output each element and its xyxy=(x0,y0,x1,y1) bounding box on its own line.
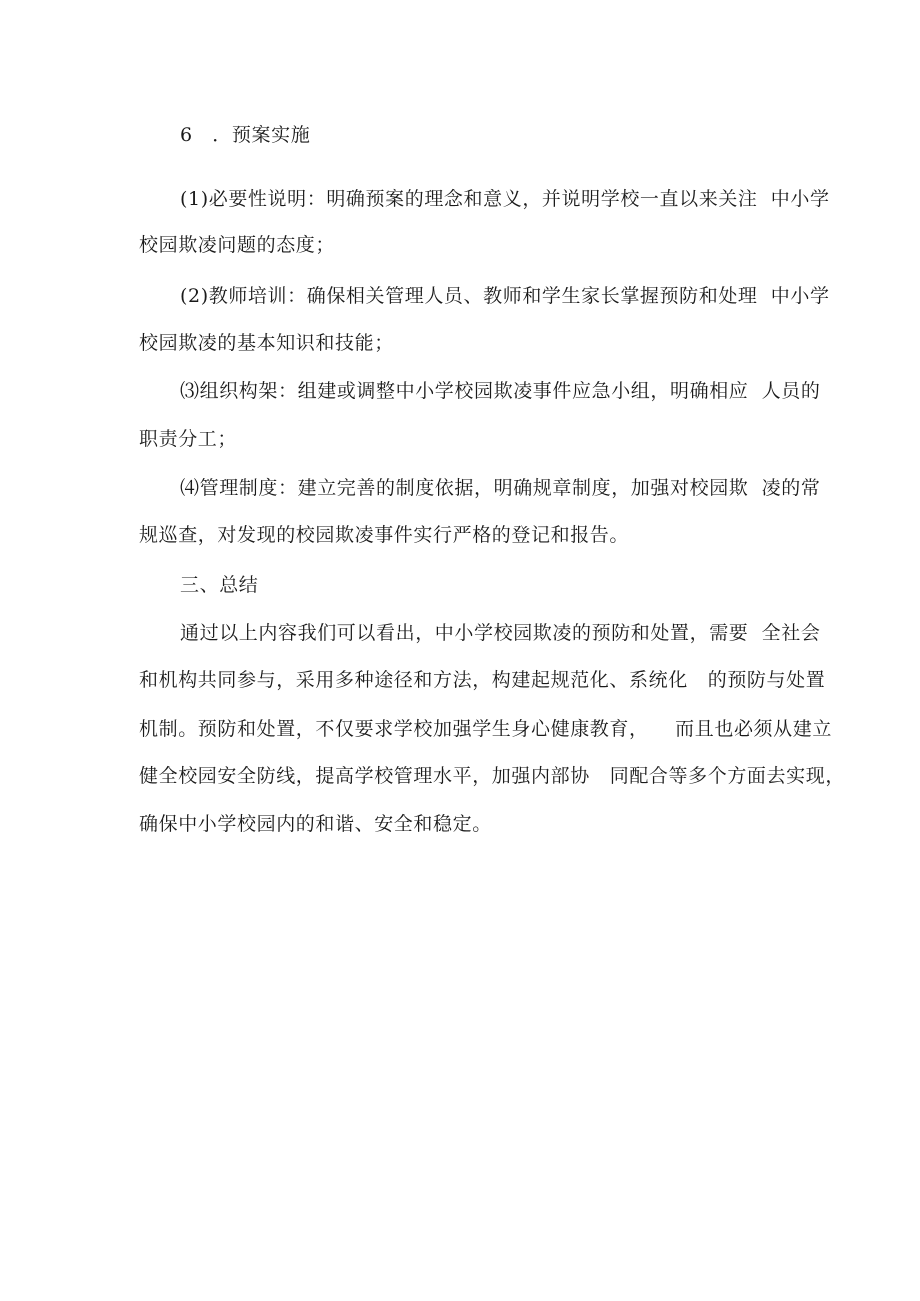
summary-line-2: 和机构共同参与，采用多种途径和方法，构建起规范化、系统化 的预防与处置 xyxy=(139,669,826,691)
summary-line-3: 机制。预防和处置，不仅要求学校加强学生身心健康教育， 而且也必须从建立 xyxy=(139,718,832,740)
summary-line-1: 通过以上内容我们可以看出，中小学校园欺凌的预防和处置，需要 全社会 xyxy=(180,622,821,644)
item-3-line-1: ⑶组织构架：组建或调整中小学校园欺凌事件应急小组，明确相应 人员的 xyxy=(180,380,821,402)
section-3-heading: 三、总结 xyxy=(180,574,259,596)
heading-section-6: 6 ．预案实施 xyxy=(180,124,311,146)
summary-line-5: 确保中小学校园内的和谐、安全和稳定。 xyxy=(139,813,492,835)
item-2-line-2: 校园欺凌的基本知识和技能； xyxy=(139,332,394,354)
item-2-line-1: (2)教师培训：确保相关管理人员、教师和学生家长掌握预防和处理 中小学 xyxy=(180,285,830,307)
item-3-line-2: 职责分工； xyxy=(139,428,238,450)
item-4-line-2: 规巡查，对发现的校园欺凌事件实行严格的登记和报告。 xyxy=(139,524,630,546)
item-1-line-2: 校园欺凌问题的态度； xyxy=(139,234,336,256)
summary-line-4: 健全校园安全防线，提高学校管理水平，加强内部协 同配合等多个方面去实现， xyxy=(139,765,845,787)
item-1-line-1: (1)必要性说明：明确预案的理念和意义，并说明学校一直以来关注 中小学 xyxy=(180,188,830,210)
item-4-line-1: ⑷管理制度：建立完善的制度依据，明确规章制度，加强对校园欺 凌的常 xyxy=(180,477,821,499)
